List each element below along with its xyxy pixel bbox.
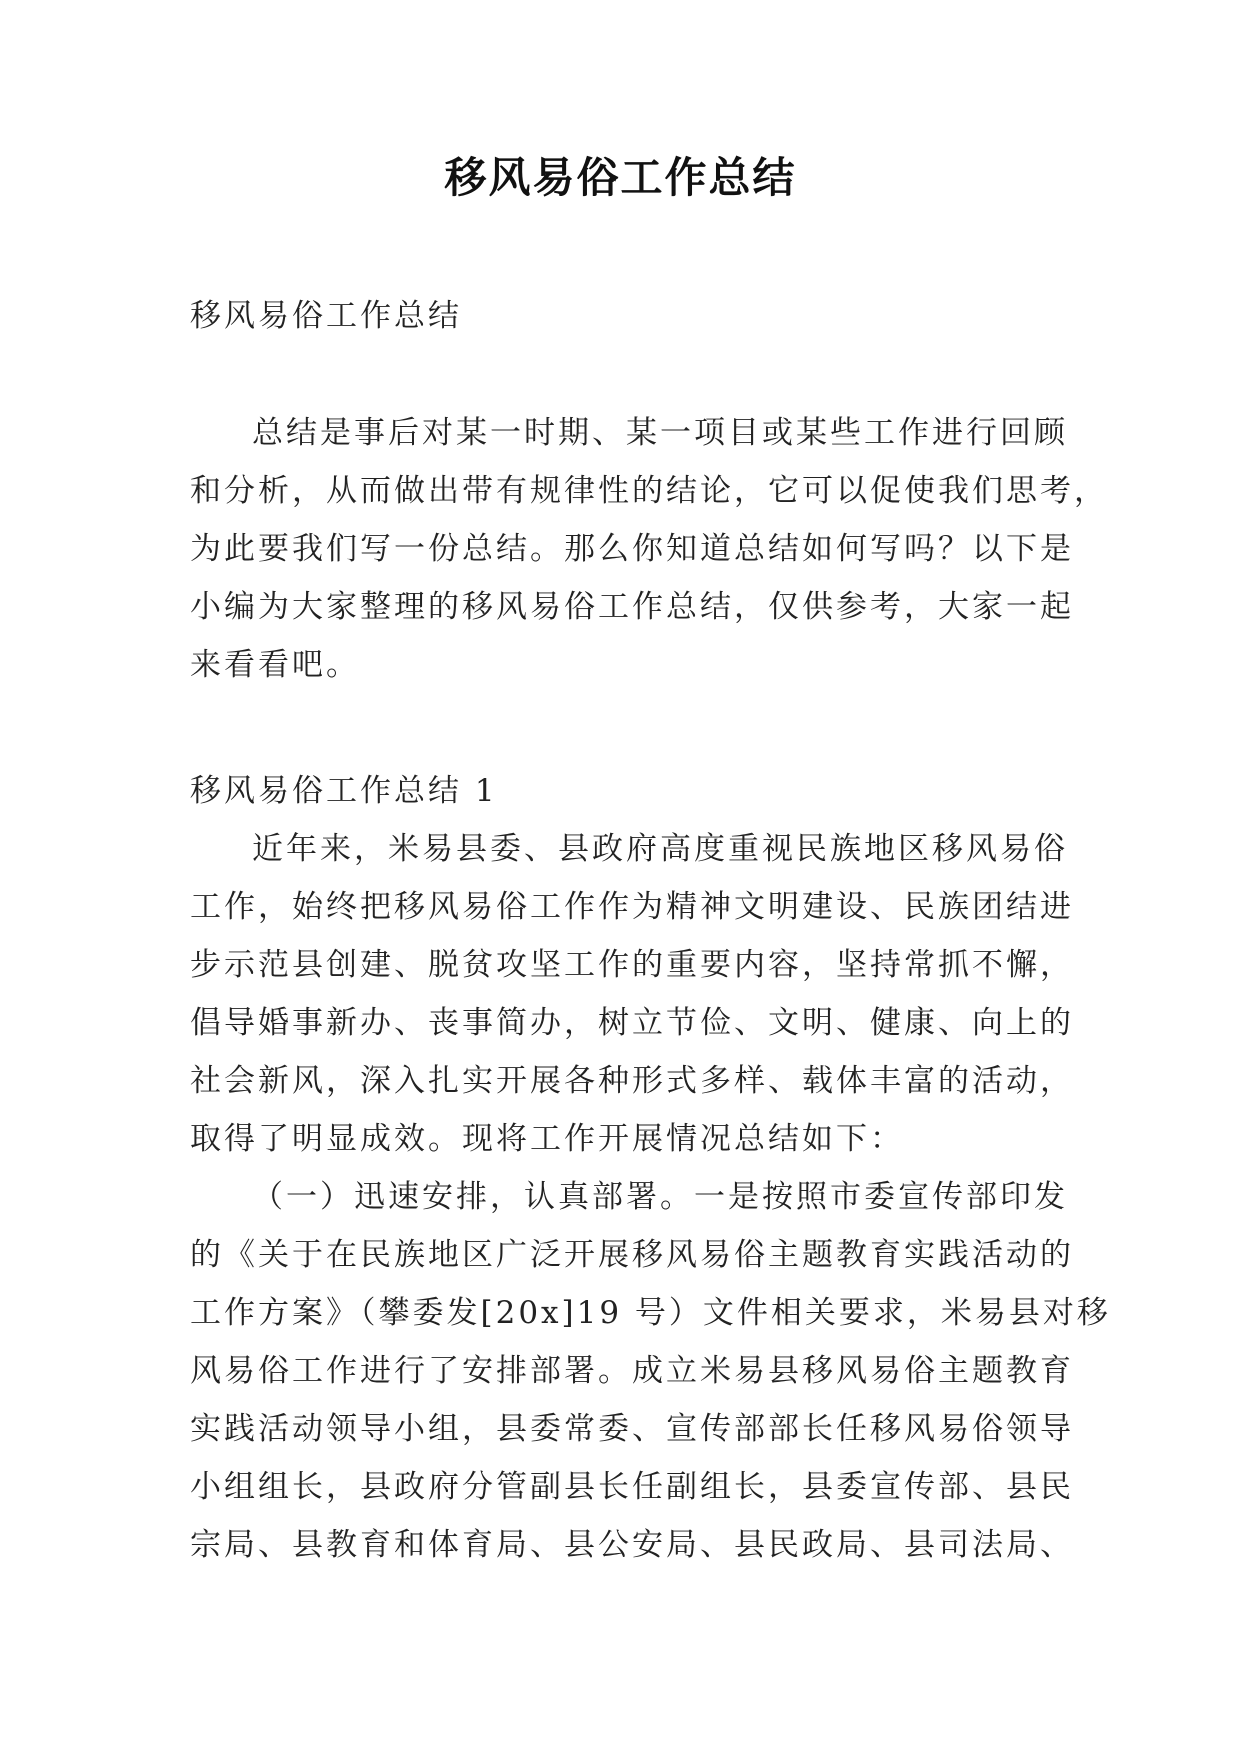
section-heading: 移风易俗工作总结 1 [190,773,498,809]
section-paragraph-1 [190,820,1074,1168]
paragraph-line: 近年来，米易县委、县政府高度重视民族地区移风易俗 [252,831,1068,867]
document-title: 移风易俗工作总结 [444,153,797,202]
intro-line: 小编为大家整理的移风易俗工作总结，仅供参考，大家一起 [190,589,1074,625]
paragraph-line: 宗局、县教育和体育局、县公安局、县民政局、县司法局、 [190,1527,1074,1563]
paragraph-line: （一）迅速安排，认真部署。一是按照市委宣传部印发 [252,1179,1068,1215]
paragraph-line: 小组组长，县政府分管副县长任副组长，县委宣传部、县民 [190,1469,1074,1505]
paragraph-line: 步示范县创建、脱贫攻坚工作的重要内容，坚持常抓不懈， [190,947,1074,983]
paragraph-line: 倡导婚事新办、丧事简办，树立节俭、文明、健康、向上的 [190,1005,1074,1041]
subtitle-line: 移风易俗工作总结 [190,298,462,334]
paragraph-line: 工作，始终把移风易俗工作作为精神文明建设、民族团结进 [190,889,1074,925]
paragraph-line: 的《关于在民族地区广泛开展移风易俗主题教育实践活动的 [190,1237,1074,1273]
paragraph-line: 取得了明显成效。现将工作开展情况总结如下： [190,1121,904,1157]
intro-line: 来看看吧。 [190,647,360,683]
paragraph-line: 实践活动领导小组，县委常委、宣传部部长任移风易俗领导 [190,1411,1074,1447]
paragraph-line: 风易俗工作进行了安排部署。成立米易县移风易俗主题教育 [190,1353,1074,1389]
intro-line: 总结是事后对某一时期、某一项目或某些工作进行回顾 [252,415,1068,451]
intro-line: 为此要我们写一份总结。那么你知道总结如何写吗？以下是 [190,531,1074,567]
document-subtitle [190,287,1060,345]
paragraph-line: 工作方案》（攀委发[20x]19 号）文件相关要求，米易县对移 [190,1295,1111,1331]
intro-paragraph [190,404,1108,694]
section-paragraph-2 [190,1168,1111,1574]
section-1 [190,762,1111,1574]
intro-line: 和分析，从而做出带有规律性的结论，它可以促使我们思考， [190,473,1108,509]
paragraph-line: 社会新风，深入扎实开展各种形式多样、载体丰富的活动， [190,1063,1074,1099]
